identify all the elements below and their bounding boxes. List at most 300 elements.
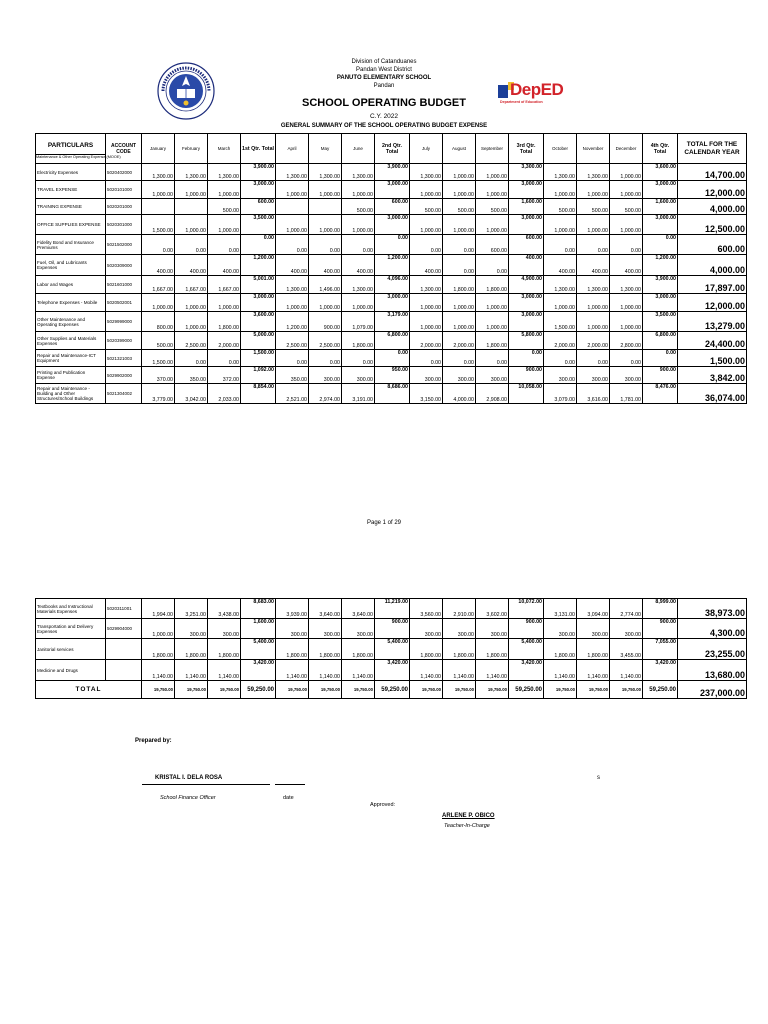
account-code — [106, 660, 142, 681]
cell-august: 1,800.00 — [443, 276, 476, 294]
cell-march: 1,300.00 — [208, 164, 241, 181]
cell-q2-total: 3,000.00 — [375, 294, 410, 312]
cell-september: 300.00 — [476, 367, 509, 384]
cell-may: 2,500.00 — [309, 332, 342, 350]
cell-february: 2,500.00 — [175, 332, 208, 350]
cell-calendar-total: 14,700.00 — [678, 164, 747, 181]
account-code: 5020311001 — [106, 599, 142, 619]
cell-march: 1,667.00 — [208, 276, 241, 294]
cell-q4-total: 8,999.00 — [643, 599, 678, 619]
cell-calendar-total: 1,500.00 — [678, 350, 747, 367]
col-header-august: August — [443, 134, 476, 164]
cell-q2-total: 600.00 — [375, 199, 410, 215]
district-name: Pandan West District — [356, 67, 412, 73]
cell-august: 4,000.00 — [443, 384, 476, 404]
cell-may: 900.00 — [309, 312, 342, 332]
cell-q4-total: 0.00 — [643, 350, 678, 367]
cell-q1-total: 1,092.00 — [241, 367, 276, 384]
table-row — [36, 255, 747, 276]
cell-may: 2,974.00 — [309, 384, 342, 404]
cell-july: 1,000.00 — [410, 294, 443, 312]
page-number: Page 1 of 29 — [366, 520, 402, 526]
cell-june: 0.00 — [342, 350, 375, 367]
cell-august: 1,000.00 — [443, 294, 476, 312]
cell-q1-total: 600.00 — [241, 199, 276, 215]
cell-january: 1,500.00 — [142, 215, 175, 235]
cell-calendar-total: 24,400.00 — [678, 332, 747, 350]
cell-q1-total: 3,420.00 — [241, 660, 276, 681]
cell-december: 400.00 — [610, 255, 643, 276]
cell-october: 1,140.00 — [544, 660, 577, 681]
cell-april: 1,800.00 — [276, 639, 309, 660]
cell-october: 3,079.00 — [544, 384, 577, 404]
cell-q2-total: 8,686.00 — [375, 384, 410, 404]
cell-september: 1,800.00 — [476, 639, 509, 660]
cell-october: 3,131.00 — [544, 599, 577, 619]
cell-q1-total: 3,000.00 — [241, 181, 276, 199]
cell-december: 300.00 — [610, 619, 643, 639]
table-row — [36, 599, 747, 619]
cell-february: 3,251.00 — [175, 599, 208, 619]
cell-february: 1,800.00 — [175, 639, 208, 660]
total-q1-total: 59,250.00 — [241, 681, 276, 699]
cell-june: 400.00 — [342, 255, 375, 276]
cell-august: 1,000.00 — [443, 312, 476, 332]
total-october: 19,750.00 — [544, 681, 577, 699]
cell-november: 400.00 — [577, 255, 610, 276]
cell-october: 1,000.00 — [544, 294, 577, 312]
particulars-header: PARTICULARS Maintenance & Other Operating Expense (MOOE) — [36, 134, 106, 164]
cell-september: 1,000.00 — [476, 181, 509, 199]
cell-march: 1,000.00 — [208, 294, 241, 312]
cell-q4-total: 3,900.00 — [643, 276, 678, 294]
table-row — [36, 332, 747, 350]
cell-july: 3,150.00 — [410, 384, 443, 404]
total-january: 19,750.00 — [142, 681, 175, 699]
cell-calendar-total: 12,000.00 — [678, 181, 747, 199]
col-header-q1-total: 1st Qtr. Total — [241, 134, 276, 164]
cell-february: 350.00 — [175, 367, 208, 384]
calendar-year: C.Y. 2022 — [369, 113, 399, 120]
table-row — [36, 350, 747, 367]
total-november: 19,750.00 — [577, 681, 610, 699]
cell-july: 3,560.00 — [410, 599, 443, 619]
account-code: 5021601000 — [106, 276, 142, 294]
cell-november: 1,140.00 — [577, 660, 610, 681]
budget-table-page2 — [35, 598, 747, 699]
cell-april: 400.00 — [276, 255, 309, 276]
particular-label: TRAINING EXPENSE — [36, 199, 106, 215]
cell-q2-total: 3,179.00 — [375, 312, 410, 332]
cell-april: 1,300.00 — [276, 276, 309, 294]
date-label: date — [283, 795, 294, 801]
cell-q4-total: 3,000.00 — [643, 215, 678, 235]
cell-calendar-total: 17,897.00 — [678, 276, 747, 294]
account-code: 5021502000 — [106, 235, 142, 255]
cell-april — [276, 199, 309, 215]
cell-october: 300.00 — [544, 619, 577, 639]
particular-label: Other Maintenance and Operating Expenses — [36, 312, 106, 332]
col-header-calendar-total: TOTAL FOR THE CALENDAR YEAR — [678, 134, 747, 164]
cell-november: 2,000.00 — [577, 332, 610, 350]
account-code: 5029999000 — [106, 312, 142, 332]
particular-label: Repair and Maintenance-ICT Equipment — [36, 350, 106, 367]
cell-april: 1,300.00 — [276, 164, 309, 181]
cell-april: 1,000.00 — [276, 294, 309, 312]
table-row — [36, 367, 747, 384]
cell-january: 370.00 — [142, 367, 175, 384]
cell-calendar-total: 36,074.00 — [678, 384, 747, 404]
cell-q2-total: 11,219.00 — [375, 599, 410, 619]
cell-november: 1,000.00 — [577, 312, 610, 332]
total-april: 19,750.00 — [276, 681, 309, 699]
cell-april: 300.00 — [276, 619, 309, 639]
cell-september: 1,000.00 — [476, 294, 509, 312]
cell-january: 1,300.00 — [142, 164, 175, 181]
cell-december: 3,455.00 — [610, 639, 643, 660]
cell-january: 1,500.00 — [142, 350, 175, 367]
cell-may: 0.00 — [309, 350, 342, 367]
cell-april: 0.00 — [276, 235, 309, 255]
account-code: 5020402000 — [106, 164, 142, 181]
cell-calendar-total: 38,973.00 — [678, 599, 747, 619]
cell-october: 500.00 — [544, 199, 577, 215]
cell-january: 0.00 — [142, 235, 175, 255]
cell-october: 400.00 — [544, 255, 577, 276]
cell-q4-total: 6,800.00 — [643, 332, 678, 350]
particular-label: Fuel, Oil, and Lubricants Expenses — [36, 255, 106, 276]
col-header-april: April — [276, 134, 309, 164]
cell-q3-total: 3,000.00 — [509, 181, 544, 199]
cell-calendar-total: 23,255.00 — [678, 639, 747, 660]
cell-calendar-total: 4,000.00 — [678, 255, 747, 276]
account-code: 5020399000 — [106, 332, 142, 350]
cell-q1-total: 3,900.00 — [241, 164, 276, 181]
cell-q1-total: 1,500.00 — [241, 350, 276, 367]
preparer-signature-line — [142, 784, 270, 785]
cell-october: 0.00 — [544, 235, 577, 255]
col-header-december: December — [610, 134, 643, 164]
account-code: 5020502001 — [106, 294, 142, 312]
cell-september: 1,000.00 — [476, 215, 509, 235]
table-row — [36, 215, 747, 235]
cell-june: 1,800.00 — [342, 639, 375, 660]
cell-february: 1,140.00 — [175, 660, 208, 681]
cell-q1-total: 3,500.00 — [241, 215, 276, 235]
cell-january — [142, 199, 175, 215]
cell-june: 3,640.00 — [342, 599, 375, 619]
prepared-by-label: Prepared by: — [135, 738, 172, 744]
cell-december: 2,800.00 — [610, 332, 643, 350]
cell-november: 300.00 — [577, 367, 610, 384]
total-q2-total: 59,250.00 — [375, 681, 410, 699]
account-code: 5029902000 — [106, 367, 142, 384]
cell-december: 0.00 — [610, 350, 643, 367]
col-header-october: October — [544, 134, 577, 164]
cell-november: 1,800.00 — [577, 639, 610, 660]
cell-july: 400.00 — [410, 255, 443, 276]
cell-q4-total: 900.00 — [643, 367, 678, 384]
cell-september: 0.00 — [476, 350, 509, 367]
cell-may: 300.00 — [309, 367, 342, 384]
cell-may: 1,496.00 — [309, 276, 342, 294]
table-row — [36, 181, 747, 199]
col-header-january: January — [142, 134, 175, 164]
cell-october: 1,500.00 — [544, 312, 577, 332]
cell-june: 1,300.00 — [342, 276, 375, 294]
total-label: TOTAL — [36, 681, 142, 699]
col-header-november: November — [577, 134, 610, 164]
cell-september: 500.00 — [476, 199, 509, 215]
cell-february: 1,000.00 — [175, 312, 208, 332]
cell-q4-total: 3,500.00 — [643, 312, 678, 332]
cell-november: 0.00 — [577, 350, 610, 367]
cell-q1-total: 3,000.00 — [241, 294, 276, 312]
cell-march: 400.00 — [208, 255, 241, 276]
cell-calendar-total: 3,842.00 — [678, 367, 747, 384]
preparer-title: School Finance Officer — [160, 795, 216, 801]
account-code-header: ACCOUNT CODE — [106, 134, 142, 164]
cell-october: 300.00 — [544, 367, 577, 384]
cell-december: 1,000.00 — [610, 312, 643, 332]
cell-july: 1,000.00 — [410, 215, 443, 235]
col-header-february: February — [175, 134, 208, 164]
cell-q1-total: 8,854.00 — [241, 384, 276, 404]
cell-september: 300.00 — [476, 619, 509, 639]
particular-label: Medicine and Drugs — [36, 660, 106, 681]
cell-march: 0.00 — [208, 235, 241, 255]
cell-november: 300.00 — [577, 619, 610, 639]
cell-june: 1,000.00 — [342, 215, 375, 235]
cell-april: 2,500.00 — [276, 332, 309, 350]
cell-february: 300.00 — [175, 619, 208, 639]
stray-mark: s — [597, 775, 600, 781]
cell-march: 300.00 — [208, 619, 241, 639]
cell-q3-total: 1,600.00 — [509, 199, 544, 215]
cell-september: 0.00 — [476, 255, 509, 276]
particular-label: Labor and Wages — [36, 276, 106, 294]
cell-may: 1,800.00 — [309, 639, 342, 660]
col-header-may: May — [309, 134, 342, 164]
cell-october: 0.00 — [544, 350, 577, 367]
particular-label: Repair and Maintenance - Building and Other Structures/School Buildings — [36, 384, 106, 404]
cell-may — [309, 199, 342, 215]
cell-april: 1,000.00 — [276, 215, 309, 235]
cell-april: 1,140.00 — [276, 660, 309, 681]
cell-march: 3,438.00 — [208, 599, 241, 619]
cell-april: 350.00 — [276, 367, 309, 384]
cell-july: 500.00 — [410, 199, 443, 215]
cell-june: 1,000.00 — [342, 294, 375, 312]
cell-q2-total: 3,420.00 — [375, 660, 410, 681]
table-row — [36, 235, 747, 255]
cell-march: 1,800.00 — [208, 639, 241, 660]
cell-calendar-total: 12,000.00 — [678, 294, 747, 312]
cell-june: 500.00 — [342, 199, 375, 215]
cell-november: 1,300.00 — [577, 276, 610, 294]
cell-august: 500.00 — [443, 199, 476, 215]
cell-may: 400.00 — [309, 255, 342, 276]
cell-april: 1,000.00 — [276, 181, 309, 199]
cell-october: 1,300.00 — [544, 164, 577, 181]
cell-september: 2,908.00 — [476, 384, 509, 404]
cell-calendar-total: 4,000.00 — [678, 199, 747, 215]
cell-february: 0.00 — [175, 350, 208, 367]
cell-december: 1,781.00 — [610, 384, 643, 404]
cell-q3-total: 900.00 — [509, 619, 544, 639]
particular-label: Printing and Publication Expense — [36, 367, 106, 384]
cell-november: 3,094.00 — [577, 599, 610, 619]
account-code: 5020101000 — [106, 181, 142, 199]
cell-february — [175, 199, 208, 215]
cell-february: 1,667.00 — [175, 276, 208, 294]
total-july: 19,750.00 — [410, 681, 443, 699]
cell-july: 2,000.00 — [410, 332, 443, 350]
cell-july: 300.00 — [410, 619, 443, 639]
cell-january: 1,000.00 — [142, 181, 175, 199]
cell-q1-total: 5,001.00 — [241, 276, 276, 294]
cell-q4-total: 8,476.00 — [643, 384, 678, 404]
account-code: 5029904000 — [106, 619, 142, 639]
cell-november: 1,000.00 — [577, 294, 610, 312]
table-row — [36, 164, 747, 181]
cell-may: 1,000.00 — [309, 294, 342, 312]
particular-label: Textbooks and Instructional Materials Expenses — [36, 599, 106, 619]
table-row — [36, 199, 747, 215]
cell-q2-total: 1,200.00 — [375, 255, 410, 276]
cell-january: 500.00 — [142, 332, 175, 350]
cell-may: 1,000.00 — [309, 215, 342, 235]
cell-march: 372.00 — [208, 367, 241, 384]
deped-brand-logo: DepED Department of Education — [500, 80, 564, 104]
table-row — [36, 294, 747, 312]
cell-q2-total: 5,400.00 — [375, 639, 410, 660]
cell-december: 1,000.00 — [610, 164, 643, 181]
cell-q3-total: 600.00 — [509, 235, 544, 255]
cell-november: 1,300.00 — [577, 164, 610, 181]
cell-june: 3,191.00 — [342, 384, 375, 404]
cell-q1-total: 1,600.00 — [241, 619, 276, 639]
document-subtitle: GENERAL SUMMARY OF THE SCHOOL OPERATING BUDGET EXPENSE — [280, 123, 488, 129]
cell-calendar-total: 600.00 — [678, 235, 747, 255]
particular-label: Other Supplies and Materials Expenses — [36, 332, 106, 350]
cell-may: 300.00 — [309, 619, 342, 639]
cell-q3-total: 900.00 — [509, 367, 544, 384]
cell-q3-total: 400.00 — [509, 255, 544, 276]
cell-q4-total: 900.00 — [643, 619, 678, 639]
cell-august: 2,910.00 — [443, 599, 476, 619]
cell-q4-total: 0.00 — [643, 235, 678, 255]
cell-q4-total: 7,055.00 — [643, 639, 678, 660]
cell-november: 500.00 — [577, 199, 610, 215]
cell-q1-total: 1,200.00 — [241, 255, 276, 276]
document-title: SCHOOL OPERATING BUDGET — [302, 97, 466, 109]
cell-november: 0.00 — [577, 235, 610, 255]
cell-february: 1,000.00 — [175, 215, 208, 235]
cell-august: 1,140.00 — [443, 660, 476, 681]
account-code: 5020201000 — [106, 199, 142, 215]
cell-q2-total: 3,000.00 — [375, 181, 410, 199]
cell-august: 300.00 — [443, 367, 476, 384]
preparer-name: KRISTAL I. DELA ROSA — [155, 775, 223, 781]
cell-q3-total: 3,000.00 — [509, 215, 544, 235]
cell-q2-total: 900.00 — [375, 619, 410, 639]
cell-february: 3,042.00 — [175, 384, 208, 404]
cell-q3-total: 3,000.00 — [509, 294, 544, 312]
cell-q1-total: 8,683.00 — [241, 599, 276, 619]
col-header-march: March — [208, 134, 241, 164]
account-code: 5021321003 — [106, 350, 142, 367]
cell-q4-total: 1,200.00 — [643, 255, 678, 276]
cell-q2-total: 6,800.00 — [375, 332, 410, 350]
cell-january: 400.00 — [142, 255, 175, 276]
cell-q3-total: 3,000.00 — [509, 312, 544, 332]
budget-table-page1 — [35, 133, 747, 404]
cell-q2-total: 0.00 — [375, 235, 410, 255]
cell-q3-total: 10,058.00 — [509, 384, 544, 404]
particular-label: Telephone Expenses - Mobile — [36, 294, 106, 312]
cell-january: 1,667.00 — [142, 276, 175, 294]
total-september: 19,750.00 — [476, 681, 509, 699]
total-q4-total: 59,250.00 — [643, 681, 678, 699]
cell-may: 1,300.00 — [309, 164, 342, 181]
grand-total: 237,000.00 — [678, 681, 747, 699]
cell-february: 0.00 — [175, 235, 208, 255]
total-february: 19,750.00 — [175, 681, 208, 699]
cell-october: 1,000.00 — [544, 181, 577, 199]
cell-february: 1,300.00 — [175, 164, 208, 181]
table-row — [36, 276, 747, 294]
cell-february: 1,000.00 — [175, 181, 208, 199]
total-q3-total: 59,250.00 — [509, 681, 544, 699]
division-name: Division of Catanduanes — [351, 59, 417, 65]
particular-label: OFFICE SUPPLIES EXPENSE — [36, 215, 106, 235]
municipality-name: Pandan — [373, 83, 395, 89]
cell-q3-total: 3,300.00 — [509, 164, 544, 181]
cell-august: 1,800.00 — [443, 639, 476, 660]
table-row — [36, 312, 747, 332]
account-code: 5021304002 — [106, 384, 142, 404]
cell-q3-total: 5,400.00 — [509, 639, 544, 660]
account-code — [106, 639, 142, 660]
cell-may: 1,140.00 — [309, 660, 342, 681]
cell-september: 1,800.00 — [476, 276, 509, 294]
cell-march: 500.00 — [208, 199, 241, 215]
cell-june: 1,140.00 — [342, 660, 375, 681]
cell-q4-total: 3,000.00 — [643, 181, 678, 199]
account-code: 5020309000 — [106, 255, 142, 276]
cell-may: 1,000.00 — [309, 181, 342, 199]
cell-q2-total: 4,096.00 — [375, 276, 410, 294]
cell-july: 1,300.00 — [410, 164, 443, 181]
cell-march: 1,000.00 — [208, 215, 241, 235]
cell-october: 1,000.00 — [544, 215, 577, 235]
cell-q3-total: 4,900.00 — [509, 276, 544, 294]
cell-december: 1,000.00 — [610, 294, 643, 312]
cell-calendar-total: 12,500.00 — [678, 215, 747, 235]
cell-july: 1,140.00 — [410, 660, 443, 681]
table-row — [36, 384, 747, 404]
cell-q1-total: 5,000.00 — [241, 332, 276, 350]
table-row — [36, 660, 747, 681]
cell-q4-total: 3,420.00 — [643, 660, 678, 681]
cell-january: 1,000.00 — [142, 294, 175, 312]
cell-calendar-total: 13,279.00 — [678, 312, 747, 332]
cell-august: 0.00 — [443, 235, 476, 255]
cell-june: 1,800.00 — [342, 332, 375, 350]
cell-june: 300.00 — [342, 367, 375, 384]
cell-january: 800.00 — [142, 312, 175, 332]
